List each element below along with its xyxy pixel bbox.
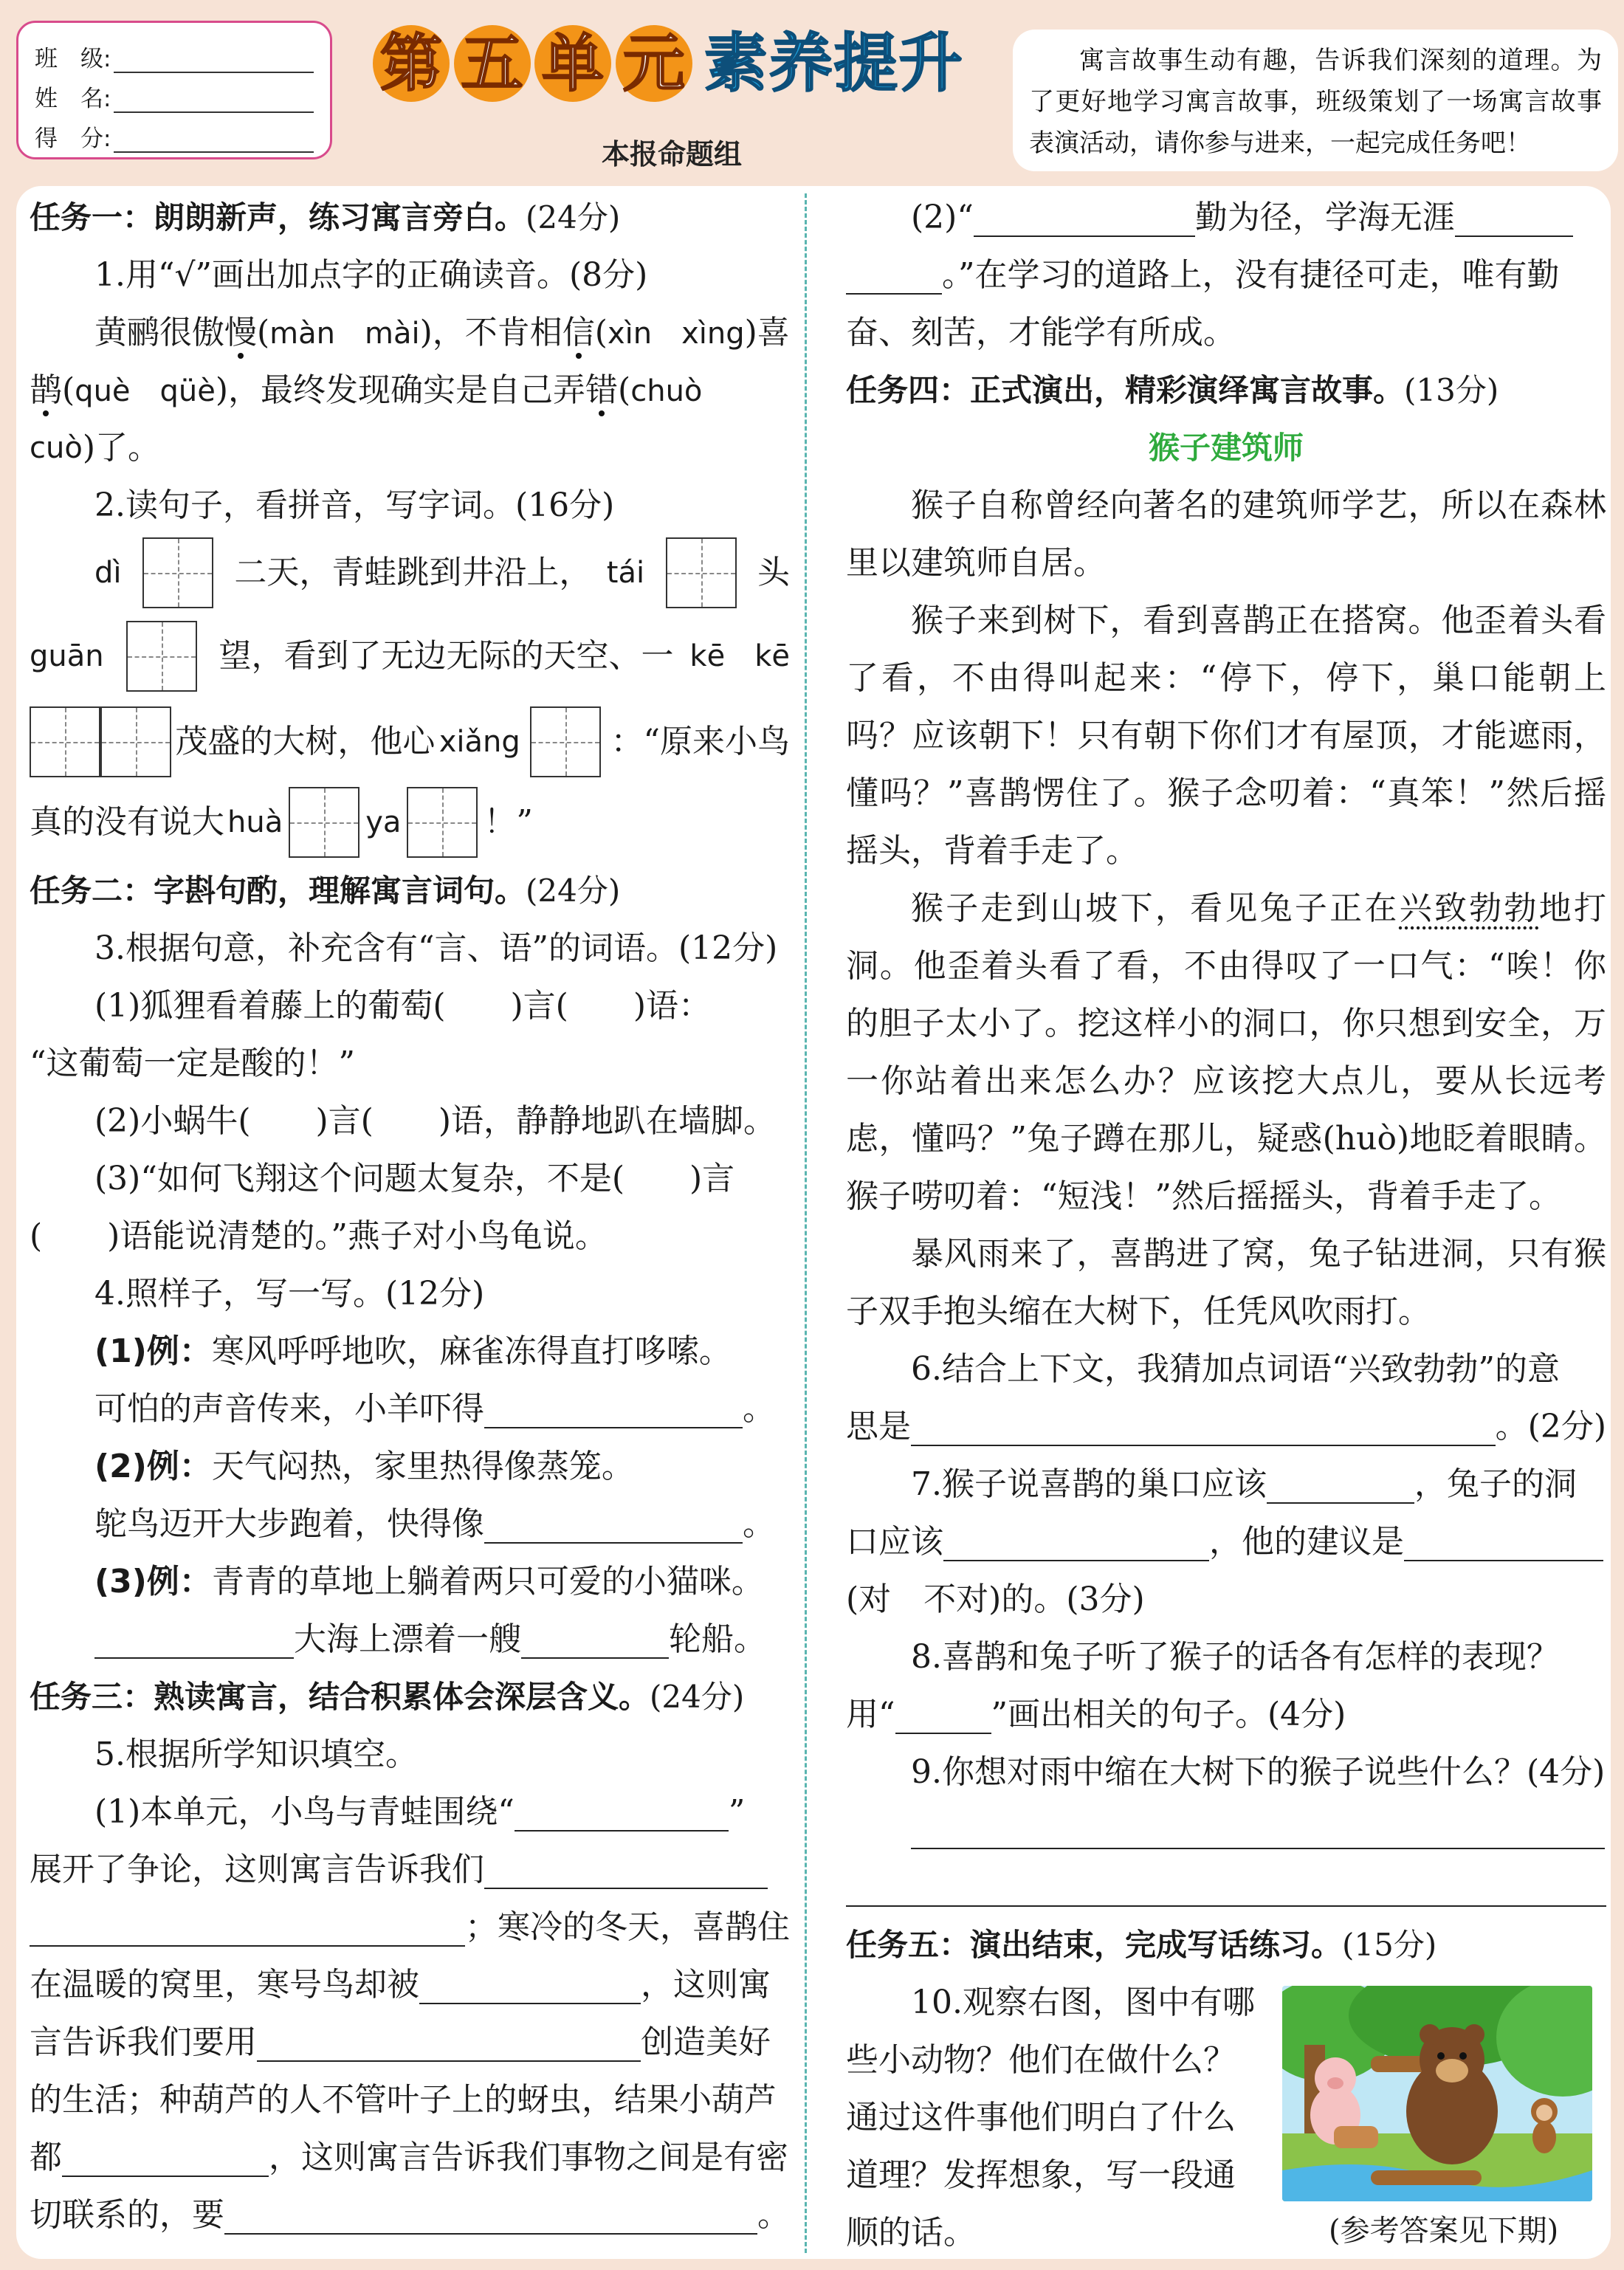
answer-blank[interactable] [521,1620,669,1659]
q5-a3: ；寒冷的冬天，喜鹊住 [30,1899,790,1956]
task3-heading: 任务三：熟读寓言，结合积累体会深层含义。 (24分) [30,1679,745,1715]
writing-box[interactable] [407,787,478,858]
q4-e3: (3)例： 青青的草地上躺着两只可爱的小猫咪。 [94,1563,764,1600]
q2-line4: 真的没有说大 huà ya ！” [30,783,790,862]
q3-stem: 3.根据句意，补充含有“言、语”的词语。(12分) [94,929,778,967]
answer-blank[interactable] [1404,1523,1603,1561]
answer-blank[interactable] [484,1851,768,1889]
q3-s3a: (3)“如何飞翔这个问题太复杂，不是( )言 [94,1160,735,1197]
q8-line2: 用“ ”画出相关的句子。(4分) [846,1696,1346,1733]
answer-blank[interactable] [257,2023,641,2062]
story-paragraph-3: 猴子走到山坡下，看见兔子正在兴致勃勃地打洞。他歪着头看了看，不由得叹了一口气：“唉！你的胆子太小了。挖这样小的洞口，你只想到安全，万一你站着出来怎么办？应该挖大点儿，要从长远考虑，懂吗？”兔子蹲在那儿，疑惑(huò)地眨着眼睛。猴子唠叨着：“短浅！”然后摇摇头，背着手走了。 [846,890,1607,1215]
right-column [846,189,1606,2262]
q4-stem: 4.照样子，写一写。(12分) [94,1275,485,1313]
q4-e2-question: 鸵鸟迈开大步跑着，快得像 。 [94,1505,775,1543]
q10-line5: 顺的话。 [846,2214,976,2252]
writing-box[interactable] [289,787,359,858]
column-divider [805,193,807,2253]
q5-b3: 奋、刻苦，才能学有所成。 [846,314,1236,351]
student-info-box [16,21,332,159]
q3-s1b: “这葡萄一定是酸的！” [30,1045,355,1082]
answer-blank[interactable] [30,1908,465,1947]
q3-s2: (2)小蜗牛( )言( )语，静静地趴在墙脚。 [94,1102,776,1140]
story-paragraph-1: 猴子自称曾经向著名的建筑师学艺，所以在森林里以建筑师自居。 [846,486,1606,582]
q5-a6: 的生活；种葫芦的人不管叶子上的蚜虫，结果小葫芦 [30,2081,777,2119]
q1-line3: cuò )了。 [30,429,160,467]
q5-b1: (2)“ 勤为径，学海无涯 [846,189,1606,247]
q10-line1: 10.观察右图，图中有哪 [911,1984,1255,2021]
q5-a8: 切联系的，要 。 [30,2196,790,2234]
answer-blank[interactable] [846,1868,1606,1907]
answer-blank[interactable] [895,1696,991,1734]
task2-heading: 任务二：字斟句酌，理解寓言词句。 (24分) [30,873,621,909]
answer-blank[interactable] [515,1793,729,1832]
writing-box[interactable] [100,706,171,777]
story-title: 猴子建筑师 [1148,430,1304,466]
score-label: 得 分: [35,125,111,152]
answer-blank[interactable] [911,1811,1605,1849]
q7-line2: 口应该 ，他的建议是 [846,1513,1606,1571]
q4-e1-question: 可怕的声音传来，小羊吓得 。 [94,1390,775,1428]
q5-stem: 5.根据所学知识填空。 [94,1736,418,1773]
writing-box[interactable] [666,537,737,608]
page-title [373,25,1000,121]
score-row [35,113,314,153]
subtitle: 本报命题组 [602,138,743,171]
name-field[interactable] [114,85,314,113]
class-label: 班 级: [35,46,111,72]
title-unit: 第 五 单 元 [373,25,692,102]
left-column [30,189,790,2244]
q5-a7: 都 ，这则寓言告诉我们事物之间是有密 [30,2139,788,2176]
q6-answer: 思是 。(2分) [846,1408,1606,1445]
writing-box[interactable] [530,706,601,777]
q1-stem: 1.用“√”画出加点字的正确读音。(8分) [94,256,648,294]
q10-line4: 道理？发挥想象，写一段通 [846,2156,1236,2194]
score-field[interactable] [114,125,314,153]
q10-line3: 通过这件事他们明白了什么 [846,2099,1236,2136]
story-paragraph-2: 猴子来到树下，看到喜鹊正在搭窝。他歪着头看了看，不由得叫起来：“停下，停下，巢口能朝上吗？应该朝下！只有朝下你们才有屋顶，才能遮雨，懂吗？”喜鹊愣住了。猴子念叨着：“真笨！”然后摇摇头，背着手走了。 [846,602,1606,870]
class-field[interactable] [114,45,314,73]
answer-blank[interactable] [94,1620,294,1659]
q4-e1: (1)例： 寒风呼呼地吹，麻雀冻得直打哆嗦。 [94,1332,732,1370]
answer-blank[interactable] [1267,1465,1414,1504]
q2-line2: guān 望，看到了无边无际的天空、一 kē kē [30,611,790,701]
q2-line3: 茂盛的大树，他心 xiǎng ：“原来小鸟 [30,701,790,783]
answer-blank[interactable] [419,1966,641,2004]
q7-line1: 7.猴子说喜鹊的巢口应该 ，兔子的洞 [911,1465,1577,1503]
answer-blank[interactable] [911,1408,1496,1446]
dotted-word: 兴致勃勃 [1399,890,1539,927]
answer-blank[interactable] [943,1523,1209,1561]
q1-line2: 鹊(què qüè)，最终发现确实是自己弄错(chuò [30,371,703,409]
task1-heading: 任务一：朗朗新声，练习寓言旁白。 (24分) [30,199,621,235]
q8-stem: 8.喜鹊和兔子听了猴子的话各有怎样的表现？ [911,1638,1559,1676]
q6-stem: 6.结合上下文，我猜加点词语“兴致勃勃”的意 [911,1350,1560,1388]
q5-a1: (1)本单元，小鸟与青蛙围绕“ ” [94,1793,746,1831]
task4-heading: 任务四：正式演出，精彩演绎寓言故事。 (13分) [846,372,1499,408]
forest-animals-illustration [1282,1986,1592,2201]
answer-blank[interactable] [974,199,1195,237]
writing-box[interactable] [142,537,213,608]
q5-a5: 言告诉我们要用 创造美好 [30,2023,771,2061]
q2-stem: 2.读句子，看拼音，写字词。(16分) [94,486,615,524]
answer-blank[interactable] [484,1505,743,1544]
story-paragraph-4: 暴风雨来了，喜鹊进了窝，兔子钻进洞，只有猴子双手抱头缩在大树下，任凭风吹雨打。 [846,1235,1606,1330]
answer-blank[interactable] [846,256,942,295]
q5-a4: 在温暖的窝里，寒号鸟却被 ，这则寓 [30,1966,771,2004]
name-row [35,73,314,113]
q4-e3-question: 大海上漂着一艘 轮船。 [30,1611,790,1668]
q9-line2 [846,1859,1606,1916]
q2-line1: dì 二天，青蛙跳到井沿上， tái 头 [30,534,790,611]
q5-b2: 。”在学习的道路上，没有捷径可走，唯有勤 [846,247,1606,304]
intro-text: 寓言故事生动有趣，告诉我们深刻的道理。为了更好地学习寓言故事，班级策划了一场寓言故事表演活动，请你参与进来，一起完成任务吧！ [1013,30,1618,171]
q10-line2: 些小动物？他们在做什么？ [846,2041,1236,2079]
q7-line3: (对 不对)的。(3分) [846,1581,1145,1618]
q4-e2: (2)例： 天气闷热，家里热得像蒸笼。 [94,1448,634,1485]
writing-box[interactable] [30,706,100,777]
q9-stem: 9.你想对雨中缩在大树下的猴子说些什么？(4分) [911,1753,1606,1791]
answer-blank[interactable] [1455,199,1573,237]
answer-note: (参考答案见下期) [1329,2214,1559,2248]
writing-box[interactable] [126,621,197,692]
q3-s3b: ( )语能说清楚的。”燕子对小鸟龟说。 [30,1217,608,1255]
answer-blank[interactable] [484,1390,743,1428]
q1-line1: 黄鹂很傲慢(màn mài)，不肯相信(xìn xìng)喜 [94,313,790,351]
class-row [35,33,314,73]
title-topic: 素养提升 [703,27,964,100]
answer-blank[interactable] [62,2139,269,2177]
task5-heading: 任务五：演出结束，完成写话练习。 (15分) [846,1927,1437,1963]
q9-line1 [846,1801,1606,1859]
q5-a2: 展开了争论，这则寓言告诉我们 [30,1841,790,1899]
q3-s1a: (1)狐狸看着藤上的葡萄( )言( )语： [94,987,711,1025]
answer-blank[interactable] [224,2196,757,2235]
name-label: 姓 名: [35,86,111,112]
